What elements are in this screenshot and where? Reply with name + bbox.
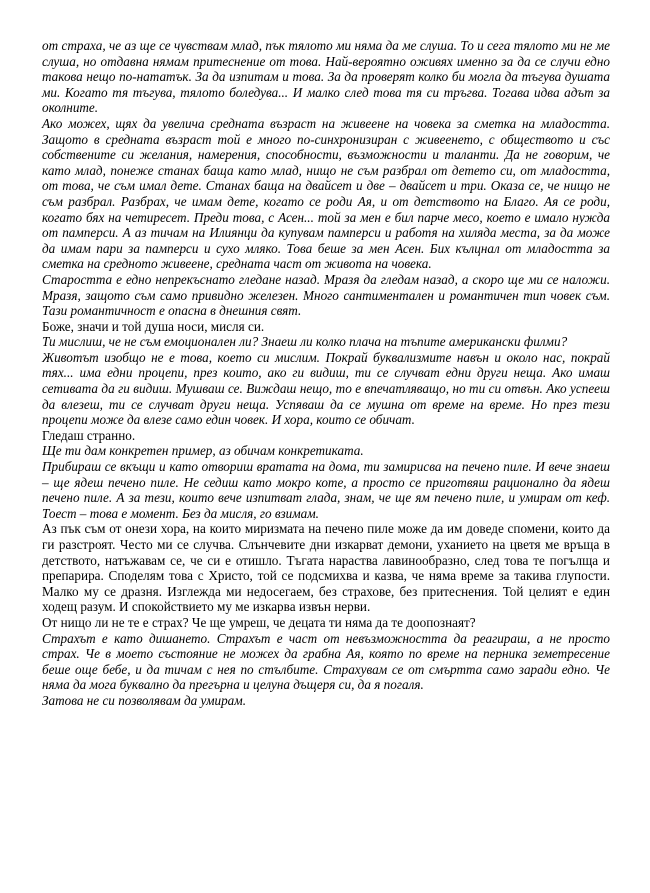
paragraph-2: Ако можех, щях да увелича средната възраст на живеене на човека за сметка на младостта. Защото в средната възраст той е много по-синхронизиран с живеенето, с обществото и със собствените си желания, намерения, способности, възможности и таланти. Да не говорим, че като млад, понеже станах баща като млад, нищо не съм разбрал от детето си, от младостта, от това, че съм имал дете. Станах баща на двайсет и две – двайсет и три. Оказа се, че нищо не съм разбрал. Разбрах, че имам дете, когато се роди Ая, и от детството на Благо. Ая се роди, когато бях на четиресет. Преди това, с Асен... той за мен е бил парче месо, което е имало нужда от памперси. А аз тичам на Илиянци да купувам памперси и работя на хиляда места, за да може да имам пари за памперси и сухо мляко. Това беше за мен Асен. Бих кълцнал от младостта за сметка на средното живеене, средната част от живота на човека.: [42, 115, 610, 272]
paragraph-7: Гледаш странно.: [42, 427, 136, 443]
paragraph-1: от страха, че аз ще се чувствам млад, пък тялото ми няма да ме слуша. То и сега тялото ми не ме слуша, но отдавна нямам притеснение от това. Най-вероятно оживях именно за да се случи едно такова нещо по-нататък. За да изпитам и това. За да проверят колко би могла да тъгува душата ми. Когато тя тъгува, тялото боледува... И малко след това тя си тръгва. Тогава идва адът за околните.: [42, 38, 610, 116]
paragraph-5: Ти мислиш, че не съм емоционален ли? Знаеш ли колко плача на тъпите американски филми?: [42, 334, 568, 350]
paragraph-12: Страхът е като дишането. Страхът е част от невъзможността да реагираш, а не просто страх. Че в моето състояние не можех да грабна Ая, която по време на перника земетресение беше още бебе, и да тичам с нея по стълбите. Страхувам се от смъртта само заради едно. Че няма да мога буквално да прегърна и целуна дъщеря си, да я погаля.: [42, 630, 610, 693]
paragraph-3: Старостта е едно непрекъснато гледане назад. Мразя да гледам назад, а скоро ще ми се наложи. Мразя, защото съм само привидно железен. Много сантиментален и романтичен тип човек съм. Тази романтичност е опасна в днешния свят.: [42, 271, 610, 319]
paragraph-8: Ще ти дам конкретен пример, аз обичам конкретиката.: [42, 443, 364, 459]
paragraph-11: От нищо ли не те е страх? Че ще умреш, че децата ти няма да те доопознаят?: [42, 614, 476, 630]
paragraph-4: Боже, значи и той душа носи, мисля си.: [42, 318, 265, 334]
paragraph-10: Аз пък съм от онези хора, на които миризмата на печено пиле може да им доведе спомени, които да ги разстроят. Често ми се случва. Слънчевите дни изкарват демони, уханието на цветя ме връща в детството, натъжавам се, че си е отишло. Тъгата нараства лавинообразно, след това те погълща и препарира. Споделям това с Христо, той се подсмихва и казва, че няма време за такива глупости. Малко му се дразня. Изглежда ми недосегаем, без страхове, без притеснения. Той целият е един ходещ разум. И спокойствието му ме изкарва извън нерви.: [42, 521, 610, 615]
paragraph-13: Затова не си позволявам да умирам.: [42, 692, 246, 708]
paragraph-6: Животът изобщо не е това, което си мислим. Покрай буквализмите навън и около нас, покрай тях... има едни процепи, през които, ако ги видиш, ти се случват едни други неща. Ако имаш сетивата да ги видиш. Мушваш се. Виждаш нещо, то е впечатляващо, но ти си отвън. Ако успееш да влезеш, ти се случват други неща. Успяваш да се мушна от време на време. Но през тези процепи може да влезе само един човек. И хора, които се обичат.: [42, 349, 610, 428]
document-page: [42, 38, 610, 709]
paragraph-9: Прибираш се вкъщи и като отвориш вратата на дома, ти замирисва на печено пиле. И вече знаеш – ще ядеш печено пиле. Не седиш като мокро коте, а просто се приготвяш рационално да ядеш печено пиле. А за тези, които вече изпитват глада, знам, че ще ям печено пиле, и умирам от кеф. Тоест – това е момент. Без да мисля, го взимам.: [42, 459, 610, 521]
